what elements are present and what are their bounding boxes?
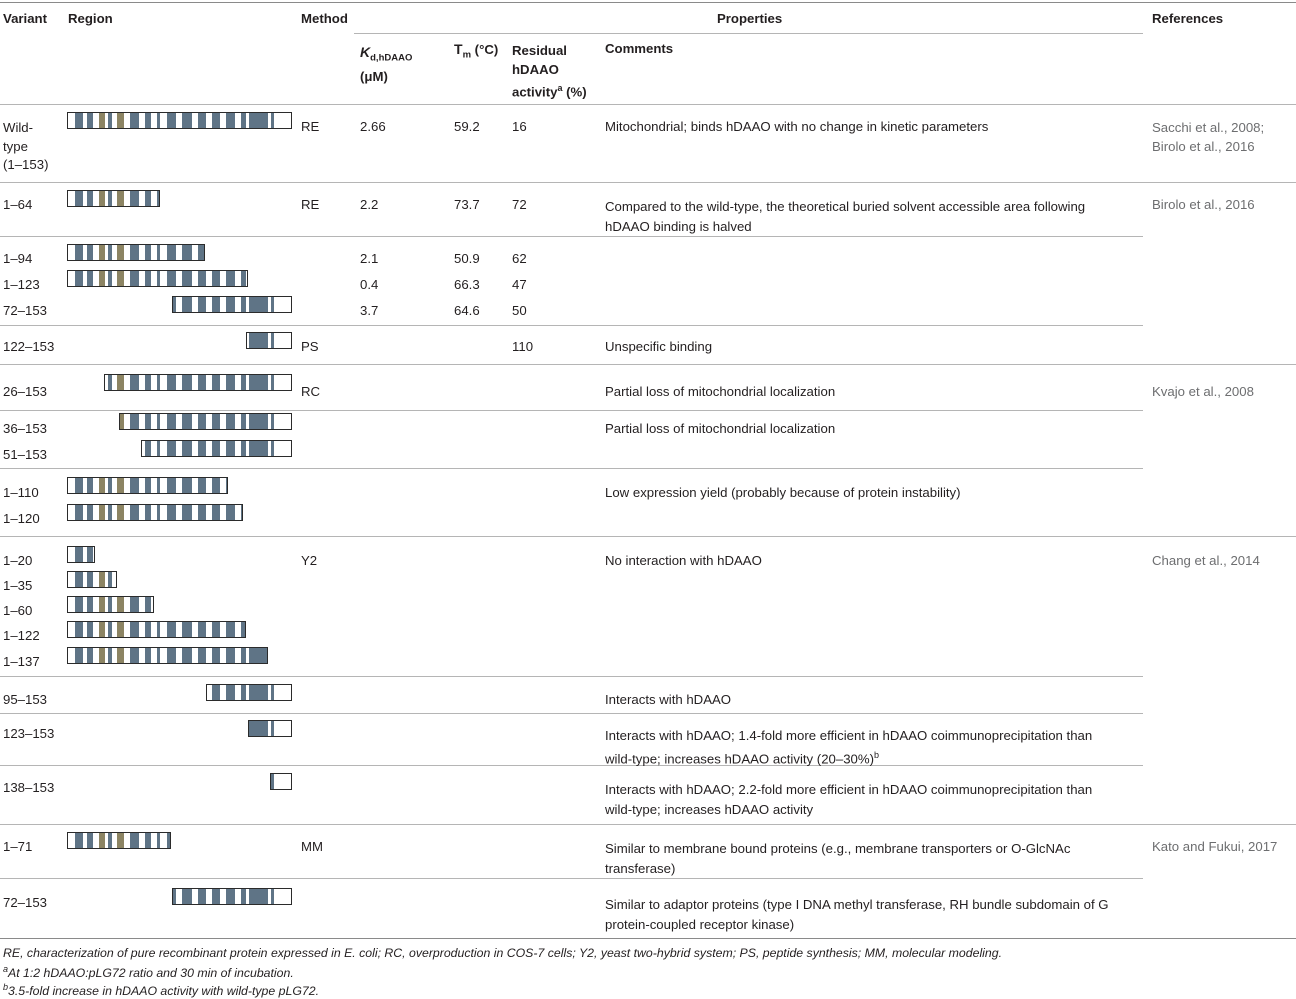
region-segment [241,414,245,429]
region-segment [226,441,235,456]
residual-cell: 62 [512,251,527,266]
kd-cell: 0.4 [360,277,379,292]
region-bar [270,773,292,790]
region-segment [167,505,176,520]
region-segment [173,889,176,904]
region-segment [226,478,228,493]
variant-cell: 1–71 [3,839,33,854]
region-segment [130,375,139,390]
region-segment [212,889,221,904]
region-segment [75,833,82,848]
region-segment [99,191,105,206]
row-rule [0,676,1143,677]
region-segment [108,622,112,637]
region-segment [249,648,268,663]
region-segment [182,245,192,260]
region-segment [108,478,112,493]
region-segment [87,648,93,663]
comment-cell: Low expression yield (probably because of protein instability) [605,485,961,500]
region-segment [157,622,160,637]
references-header: References [1152,11,1224,26]
region-segment [108,648,112,663]
properties-header: Properties [717,11,783,26]
region-segment [249,297,268,312]
region-segment [108,833,112,848]
region-segment [212,505,221,520]
region-segment [87,597,93,612]
footnote-b: $^b$3.5-fold increase in hDAAO activity with wild-type pLG72. [3,982,319,999]
variant-cell: 51–153 [3,447,48,462]
method-cell: Y2 [301,553,318,568]
region-segment [157,375,160,390]
region-segment [117,113,124,128]
row-rule [0,878,1143,879]
tm-cell: 66.3 [454,277,480,292]
region-segment [271,333,274,348]
row-rule [0,410,1143,411]
comment-cell: Unspecific binding [605,339,713,354]
region-segment [130,271,139,286]
region-segment [145,271,151,286]
row-rule [0,713,1143,714]
variant-header: Variant [3,11,47,26]
variant-cell: 1–20 [3,553,33,568]
region-segment [167,113,176,128]
row-rule [0,325,1143,326]
region-segment [212,648,221,663]
region-segment [130,648,139,663]
region-segment [226,648,235,663]
region-segment [212,622,221,637]
comment-cell: Similar to membrane bound proteins (e.g., membrane transporters or O-GlcNAc transferase) [605,841,1071,876]
variant-cell: 1–110 [3,485,39,500]
region-segment [157,478,160,493]
region-segment [157,191,160,206]
variant-cell: 1–123 [3,277,40,292]
region-segment [198,478,205,493]
method-cell: MM [301,839,323,854]
reference-cell: Kato and Fukui, 2017 [1152,839,1278,854]
region-segment [198,113,205,128]
variant-cell: 123–153 [3,726,55,741]
region-segment [271,774,274,789]
region-segment [212,685,221,700]
region-segment [167,478,176,493]
region-segment [271,721,274,736]
region-segment [241,685,245,700]
method-header: Method [301,11,348,26]
region-segment [99,622,105,637]
region-segment [87,833,93,848]
region-segment [182,622,192,637]
region-segment [182,478,192,493]
region-segment [182,414,192,429]
variant-cell: 36–153 [3,421,48,436]
reference-cell: Sacchi et al., 2008; Birolo et al., 2016 [1152,120,1265,154]
variant-cell: 1–60 [3,603,33,618]
region-segment [145,622,151,637]
region-segment [75,191,82,206]
tm-cell: 50.9 [454,251,480,266]
region-bar [141,440,292,457]
comment-cell: Interacts with hDAAO; 1.4-fold more efficient in hDAAO coimmunoprecipitation than wild-type; increases hDAAO activity $(20-30\%)^b$ [605,728,1093,766]
variant-cell: 1–122 [3,628,40,643]
region-segment [198,297,205,312]
region-segment [117,245,124,260]
region-segment [117,375,124,390]
region-segment [99,245,105,260]
region-segment [198,245,204,260]
region-segment [87,478,93,493]
region-segment [117,191,124,206]
region-segment [75,547,82,562]
kd-cell: 2.2 [360,197,379,212]
region-segment [87,505,93,520]
properties-rule [354,33,1143,34]
region-segment [226,685,235,700]
abbreviations-footnote: RE, characterization of pure recombinant protein expressed in E. coli; RC, overproduction in COS-7 cells; Y2, yeast two-hybrid system; PS, peptide synthesis; MM, molecular modeling. [3,946,1002,960]
region-segment [212,113,221,128]
region-segment [212,297,221,312]
row-rule [0,182,1296,183]
region-bar [67,832,171,849]
region-bar [67,621,246,638]
footnote-a: $^a$At 1:2 hDAAO:pLG72 ratio and 30 min of incubation. [3,964,294,981]
region-segment [198,889,205,904]
region-segment [75,622,82,637]
region-segment [157,245,160,260]
region-segment [212,414,221,429]
region-segment [108,245,112,260]
variant-cell: 122–153 [3,339,55,354]
region-segment [182,648,192,663]
region-bar [67,647,268,664]
comment-cell: Compared to the wild-type, the theoretical buried solvent accessible area following hDAAO binding is halved [605,199,1086,234]
comment-cell: Interacts with hDAAO [605,692,732,707]
variant-cell: 1–137 [3,654,40,669]
region-segment [157,441,160,456]
region-bar [67,546,95,563]
region-segment [108,113,112,128]
region-segment [108,271,112,286]
region-segment [75,597,82,612]
row-rule [0,824,1296,825]
region-segment [75,478,82,493]
row-rule [0,536,1296,537]
region-segment [173,297,176,312]
region-segment [241,271,245,286]
region-segment [226,297,235,312]
region-segment [75,245,82,260]
tm-cell: 64.6 [454,303,480,318]
region-segment [249,685,268,700]
region-segment [108,191,112,206]
region-segment [157,113,160,128]
variant-cell: 138–153 [3,780,55,795]
comments-header: Comments [605,41,674,56]
method-cell: PS [301,339,319,354]
comment-cell: Partial loss of mitochondrial localization [605,421,836,436]
region-bar [119,413,292,430]
region-segment [145,414,151,429]
region-segment [249,375,268,390]
region-segment [157,833,160,848]
region-segment [87,191,93,206]
region-segment [99,478,105,493]
region-segment [130,414,139,429]
region-segment [167,271,176,286]
region-segment [130,622,139,637]
region-segment [99,271,105,286]
region-segment [182,889,192,904]
comment-cell: Mitochondrial; binds hDAAO with no change in kinetic parameters [605,119,989,134]
comment-cell: Partial loss of mitochondrial localization [605,384,836,399]
region-segment [145,833,151,848]
region-segment [226,375,235,390]
tm-cell: 73.7 [454,197,480,212]
region-header: Region [68,11,113,26]
region-segment [108,505,112,520]
region-segment [75,572,82,587]
region-segment [182,271,192,286]
region-segment [157,505,160,520]
region-segment [271,297,274,312]
region-segment [130,191,139,206]
region-segment [198,271,205,286]
region-segment [99,113,105,128]
region-segment [117,505,124,520]
region-segment [167,245,176,260]
region-segment [87,113,93,128]
region-segment [249,333,268,348]
region-segment [241,622,245,637]
region-segment [117,597,124,612]
row-rule [0,236,1143,237]
region-segment [249,721,268,736]
region-segment [198,505,205,520]
region-segment [271,889,274,904]
region-segment [226,113,235,128]
region-segment [241,505,243,520]
method-cell: RE [301,197,320,212]
region-segment [145,597,151,612]
region-segment [241,648,245,663]
region-segment [226,414,235,429]
variant-cell: 72–153 [3,895,48,910]
region-bar [172,888,292,905]
region-bar [104,374,292,391]
region-bar [248,720,292,737]
tm-cell: 59.2 [454,119,480,134]
region-segment [198,414,205,429]
tm-header: $T_m$ (°C) [454,41,499,61]
region-segment [130,597,139,612]
reference-cell: Kvajo et al., 2008 [1152,384,1254,399]
region-segment [145,441,151,456]
region-segment [167,441,176,456]
region-bar [67,504,243,521]
method-cell: RC [301,384,321,399]
region-segment [182,297,192,312]
variant-cell: 72–153 [3,303,48,318]
region-segment [226,271,235,286]
region-segment [99,505,105,520]
kd-cell: 2.66 [360,119,386,134]
region-segment [249,113,268,128]
variant-cell: Wild- type (1–153) [3,120,49,172]
region-segment [130,505,139,520]
region-segment [249,889,268,904]
region-bar [67,477,228,494]
region-segment [145,648,151,663]
region-segment [241,441,245,456]
region-segment [130,833,139,848]
region-bar [206,684,292,701]
region-segment [182,375,192,390]
region-segment [99,833,105,848]
residual-cell: 110 [512,339,534,354]
table-bottom-rule [0,938,1296,939]
region-segment [117,622,124,637]
row-rule [0,468,1143,469]
region-segment [117,833,124,848]
region-bar [172,296,292,313]
region-segment [157,648,160,663]
region-segment [157,271,160,286]
region-segment [167,622,176,637]
residual-cell: 72 [512,197,527,212]
residual-cell: 50 [512,303,527,318]
region-segment [271,113,274,128]
region-segment [117,648,124,663]
region-segment [130,245,139,260]
region-segment [130,478,139,493]
region-segment [249,441,268,456]
region-segment [145,505,151,520]
region-segment [182,441,192,456]
region-segment [87,572,93,587]
region-segment [145,191,151,206]
region-segment [271,685,274,700]
region-segment [212,271,221,286]
region-segment [226,622,235,637]
region-segment [145,478,151,493]
region-segment [182,113,192,128]
region-bar [67,190,160,207]
region-segment [167,414,176,429]
region-bar [67,571,117,588]
kd-cell: 2.1 [360,251,379,266]
region-segment [87,271,93,286]
region-segment [226,889,235,904]
header-bottom-rule [0,104,1296,105]
variant-cell: 1–94 [3,251,33,266]
region-segment [212,375,221,390]
region-segment [157,414,160,429]
region-bar [67,112,292,129]
region-bar [67,244,205,261]
region-segment [212,441,221,456]
region-segment [75,271,82,286]
reference-cell: Chang et al., 2014 [1152,553,1260,568]
region-segment [198,648,205,663]
region-segment [198,375,205,390]
region-segment [145,245,151,260]
variant-cell: 1–35 [3,578,33,593]
region-segment [241,297,245,312]
region-segment [87,547,93,562]
region-segment [271,414,274,429]
region-segment [226,505,235,520]
region-segment [271,375,274,390]
region-segment [167,375,176,390]
residual-cell: 16 [512,119,527,134]
region-segment [108,572,112,587]
variant-cell: 26–153 [3,384,48,399]
residual-cell: 47 [512,277,527,292]
kd-cell: 3.7 [360,303,379,318]
region-segment [117,478,124,493]
region-segment [99,597,105,612]
region-segment [271,441,274,456]
kd-header: $K_{d,hDAAO}$ (μM) [360,44,413,84]
region-segment [130,113,139,128]
residual-activity-header: Residual hDAAO activity$^a$ (%) [512,43,587,100]
comment-cell: Interacts with hDAAO; 2.2-fold more efficient in hDAAO coimmunoprecipitation than wild-type; increases hDAAO activity [605,782,1093,817]
region-segment [117,271,124,286]
reference-cell: Birolo et al., 2016 [1152,197,1255,212]
region-segment [145,113,151,128]
comment-cell: Similar to adaptor proteins (type I DNA methyl transferase, RH bundle subdomain of G protein-coupled receptor kinase) [605,897,1109,932]
region-segment [212,478,221,493]
region-segment [145,375,151,390]
region-segment [75,648,82,663]
region-segment [198,441,205,456]
variant-cell: 1–64 [3,197,33,212]
region-segment [75,505,82,520]
region-segment [75,113,82,128]
comment-cell: No interaction with hDAAO [605,553,762,568]
region-bar [246,332,292,349]
region-segment [249,414,268,429]
region-segment [87,622,93,637]
region-segment [182,505,192,520]
region-segment [108,375,112,390]
region-segment [241,113,245,128]
region-segment [241,375,245,390]
region-segment [241,889,245,904]
region-segment [99,572,105,587]
region-bar [67,270,248,287]
row-rule [0,364,1296,365]
region-segment [108,597,112,612]
variant-cell: 95–153 [3,692,48,707]
region-segment [99,648,105,663]
variant-cell: 1–120 [3,511,40,526]
region-bar [67,596,154,613]
table-top-rule [0,2,1296,3]
region-segment [120,414,124,429]
region-segment [167,833,170,848]
region-segment [167,648,176,663]
region-segment [87,245,93,260]
method-cell: RE [301,119,320,134]
region-segment [198,622,205,637]
